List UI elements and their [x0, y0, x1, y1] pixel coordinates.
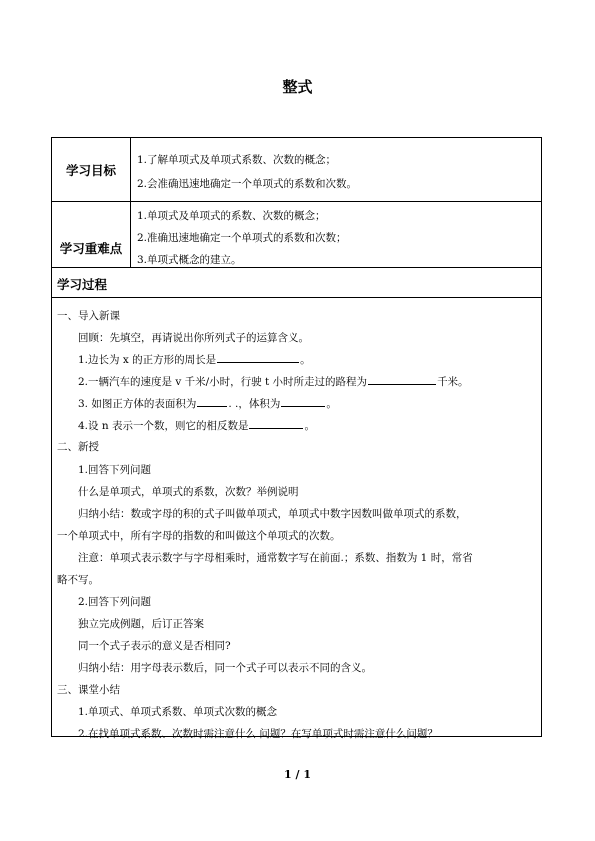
summary-item: 2.在找单项式系数、次数时需注意什么 问题？在写单项式时需注意什么问题？ — [78, 728, 438, 740]
paragraph: 一个单项式中，所有字母的指数的和叫做这个单项式的次数。 — [57, 530, 341, 542]
paragraph: 略不写。 — [57, 574, 99, 586]
answer-blank — [281, 405, 325, 407]
key-points-row — [52, 202, 541, 268]
question-2-text: 2.一辆汽车的速度是 v 千米/小时，行驶 t 小时所走过的路程为 — [78, 376, 368, 388]
goal-item: 2.会准确迅速地确定一个单项式的系数和次数。 — [137, 178, 358, 190]
question-3-mid: ，体积为 — [238, 398, 281, 410]
paragraph: 注意：单项式表示数字与字母相乘时，通常数字写在前面.；系数、指数为 1 时，常省 — [78, 552, 473, 564]
question-3-dots: . . — [228, 398, 239, 410]
section-heading: 一、导入新课 — [57, 310, 120, 322]
answer-blank — [197, 405, 227, 407]
question-3-end: 。 — [326, 398, 337, 410]
question-4 — [78, 418, 315, 433]
question-4-end: 。 — [304, 420, 315, 432]
key-point-item: 3.单项式概念的建立。 — [137, 254, 242, 266]
lesson-table — [51, 137, 542, 740]
key-points-label: 学习重难点 — [52, 202, 131, 267]
key-point-item: 1.单项式及单项式的系数、次数的概念； — [137, 210, 326, 222]
learning-goals-content — [131, 138, 541, 201]
section-heading: 三、课堂小结 — [57, 684, 120, 696]
paragraph: 什么是单项式，单项式的系数，次数？举例说明 — [78, 486, 299, 498]
paragraph: 独立完成例题，后订正答案 — [78, 618, 204, 630]
question-1 — [78, 352, 311, 367]
learning-process-label: 学习过程 — [57, 277, 108, 292]
document-title: 整式 — [282, 78, 313, 96]
key-point-item: 2.准确迅速地确定一个单项式的系数和次数； — [137, 232, 347, 244]
answer-blank — [249, 427, 303, 429]
sub-heading: 1.回答下列问题 — [78, 464, 152, 476]
question-3 — [78, 396, 337, 411]
paragraph: 归纳小结：数或字母的积的式子叫做单项式，单项式中数字因数叫做单项式的系数， — [78, 508, 467, 520]
section-heading: 二、新授 — [57, 441, 99, 453]
question-2 — [78, 374, 469, 389]
answer-blank — [217, 361, 299, 363]
learning-goals-label: 学习目标 — [52, 138, 131, 201]
question-3-text: 3. 如图正方体的表面积为 — [78, 398, 197, 410]
goal-item: 1.了解单项式及单项式系数、次数的概念； — [137, 154, 337, 166]
question-4-text: 4.设 n 表示一个数，则它的相反数是 — [78, 420, 249, 432]
sub-heading: 2.回答下列问题 — [78, 596, 152, 608]
review-text: 回顾：先填空，再请说出你所列式子的运算含义。 — [78, 332, 309, 344]
question-2-end: 千米。 — [437, 376, 469, 388]
question-1-end: 。 — [300, 354, 311, 366]
learning-goals-row — [52, 138, 541, 202]
learning-process-header-row — [52, 268, 541, 298]
paragraph: 同一个式子表示的意义是否相同? — [78, 640, 231, 652]
key-points-content — [131, 202, 541, 267]
question-1-text: 1.边长为 x 的正方形的周长是 — [78, 354, 217, 366]
page-number: 1 / 1 — [284, 768, 311, 781]
answer-blank — [368, 383, 436, 385]
paragraph: 归纳小结：用字母表示数后，同一个式子可以表示不同的含义。 — [78, 662, 372, 674]
summary-item: 1.单项式、单项式系数、单项式次数的概念 — [78, 706, 278, 718]
